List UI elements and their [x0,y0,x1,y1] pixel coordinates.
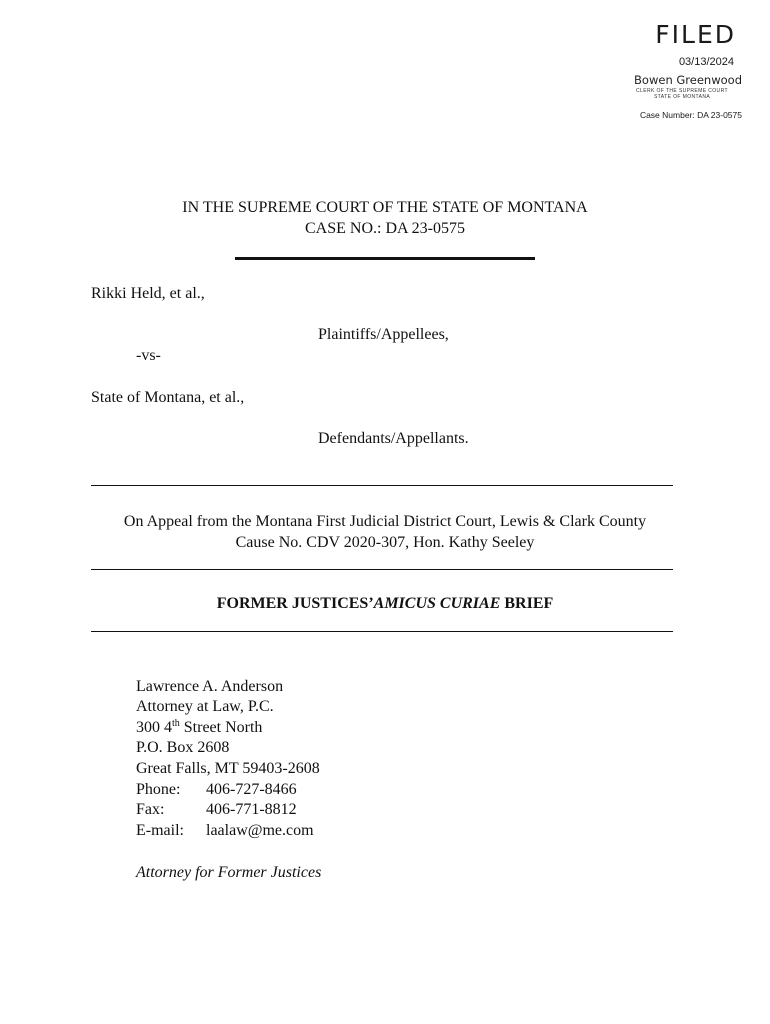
clerk-office [622,88,742,100]
versus: -vs- [136,347,161,364]
attorney-role: Attorney for Former Justices [136,864,322,881]
divider [91,631,673,632]
court-heading: IN THE SUPREME COURT OF THE STATE OF MONTANA [182,199,588,216]
defendant-name: State of Montana, et al., [91,389,245,406]
divider [91,569,673,570]
attorney-fax: Fax: 406-771-8812 [136,801,297,818]
defendant-role: Defendants/Appellants. [318,430,469,447]
stamp-case-number: Case Number: DA 23-0575 [639,110,742,120]
attorney-po-box: P.O. Box 2608 [136,739,230,756]
clerk-office-line1: CLERK OF THE SUPREME COURT [636,88,728,94]
filed-stamp: FILED [655,20,736,49]
plaintiff-name: Rikki Held, et al., [91,285,205,302]
attorney-firm: Attorney at Law, P.C. [136,698,274,715]
plaintiff-role: Plaintiffs/Appellees, [318,326,449,343]
brief-title-italic: AMICUS CURIAE [373,595,501,612]
appeal-line-2: Cause No. CDV 2020-307, Hon. Kathy Seeley [235,534,535,551]
divider [91,485,673,486]
attorney-city: Great Falls, MT 59403-2608 [136,760,320,777]
case-number: CASE NO.: DA 23-0575 [304,220,465,237]
brief-title: FORMER JUSTICES’AMICUS CURIAE BRIEF [216,595,554,612]
appeal-line-1: On Appeal from the Montana First Judicial District Court, Lewis & Clark County [123,513,647,530]
caption-rule [235,257,535,260]
clerk-signature: Bowen Greenwood [634,73,742,87]
clerk-office-line2: STATE OF MONTANA [653,94,711,100]
filed-date: 03/13/2024 [678,56,734,68]
attorney-phone: Phone: 406-727-8466 [136,781,297,798]
attorney-email: E-mail: laalaw@me.com [136,822,314,839]
attorney-name: Lawrence A. Anderson [136,678,284,695]
attorney-street: 300 4th Street North [136,718,263,736]
